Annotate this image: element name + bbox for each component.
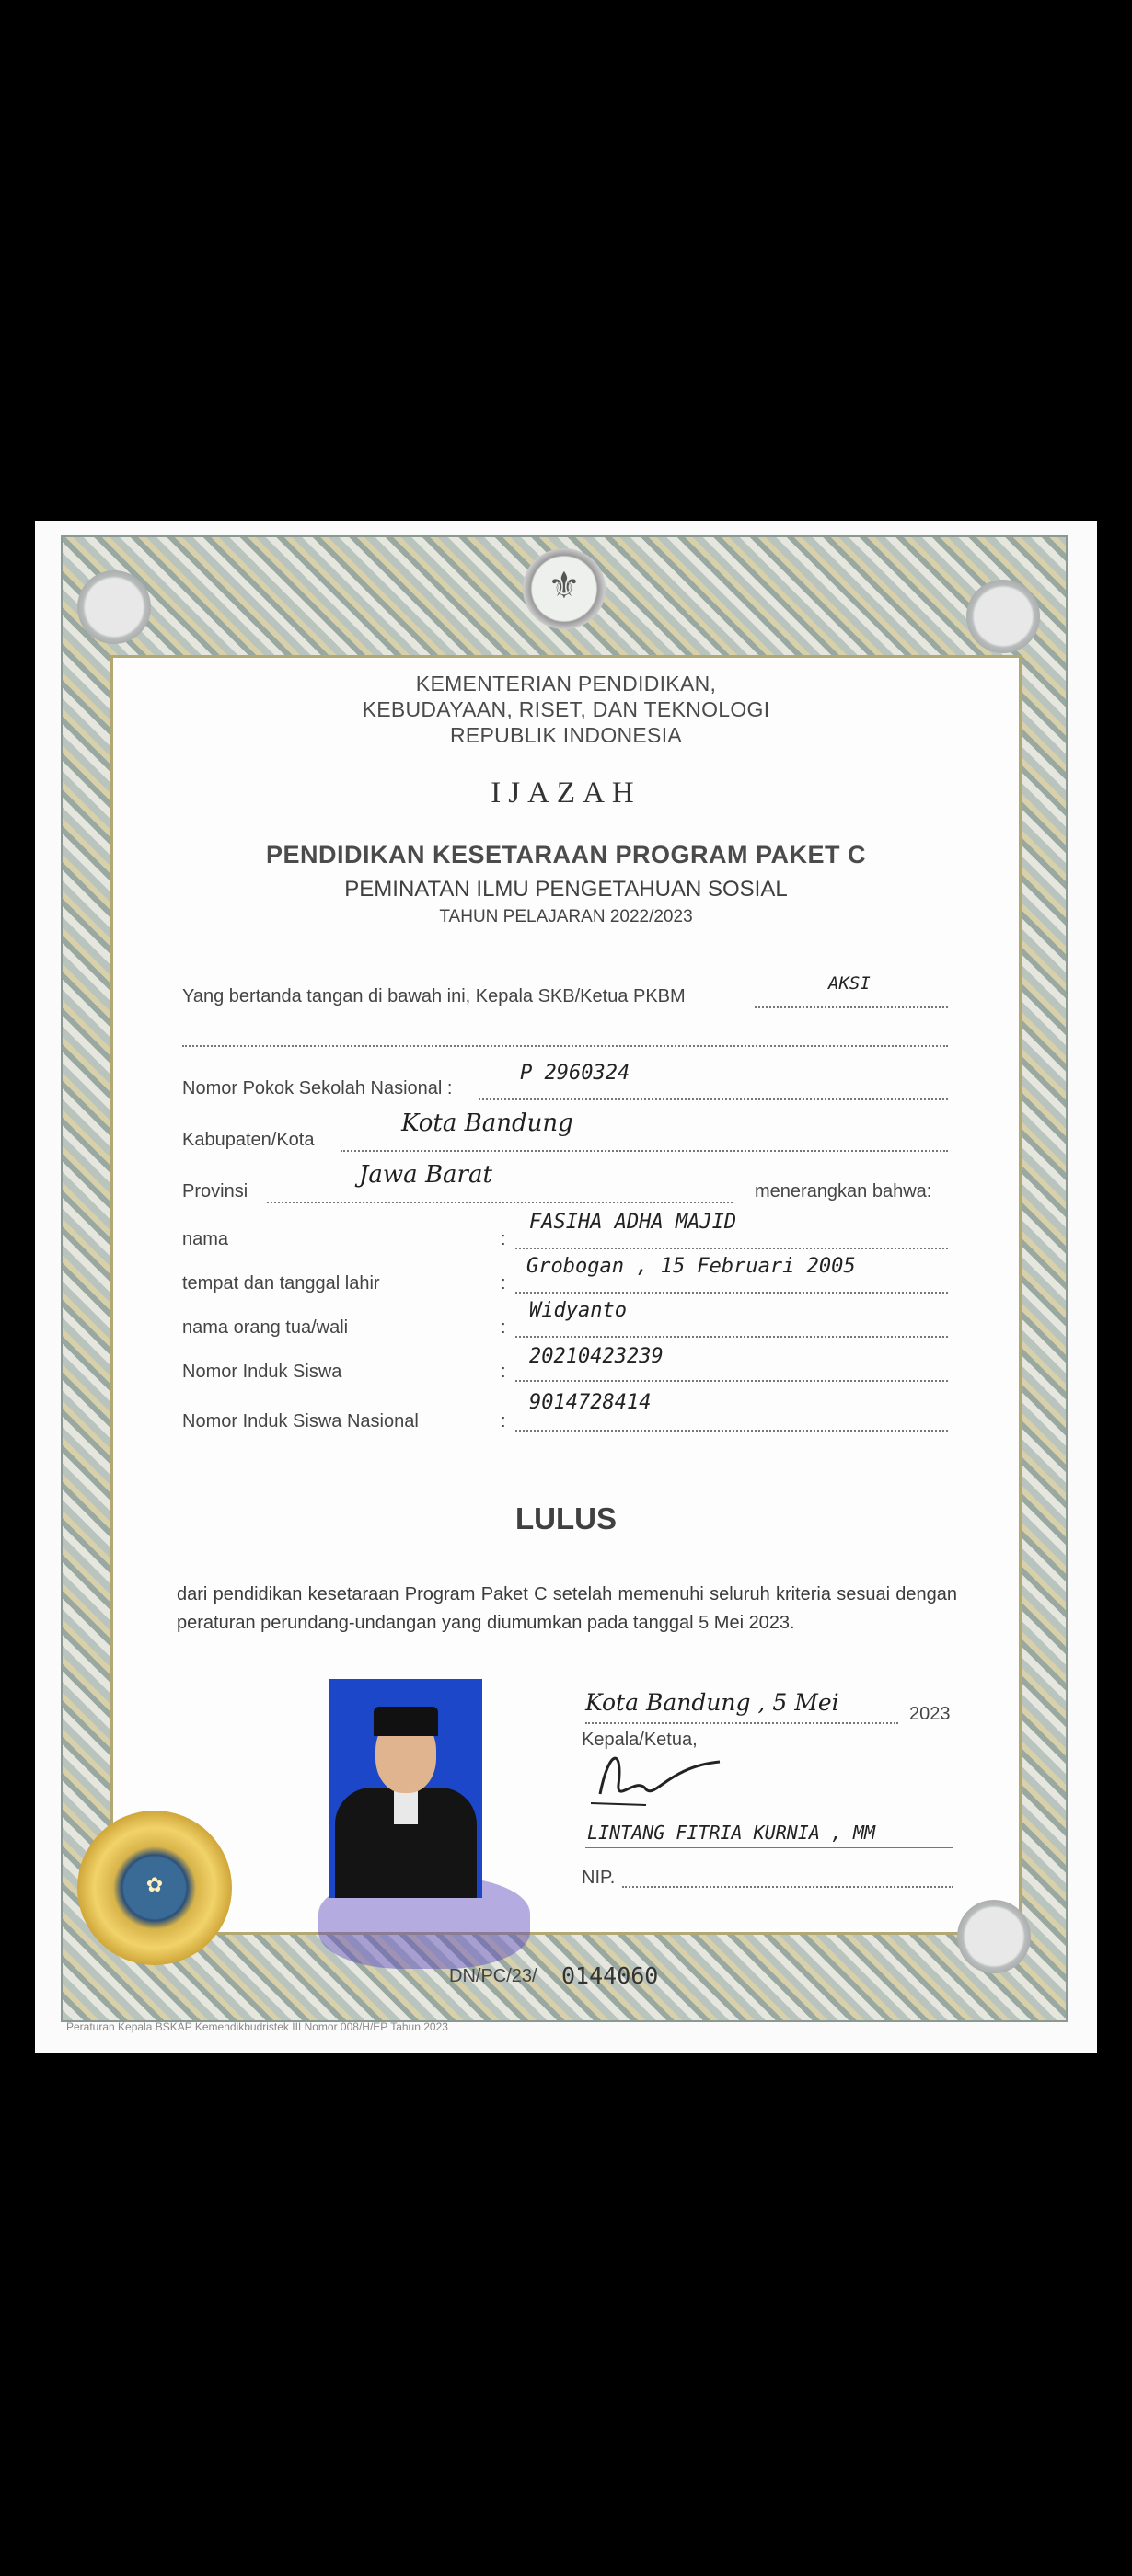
dotted-line [479, 1098, 948, 1100]
ministry-line-1: KEMENTERIAN PENDIDIKAN, [415, 672, 717, 696]
serial-prefix: DN/PC/23/ [449, 1966, 537, 1986]
signatory-underline [585, 1847, 953, 1848]
handwritten-signature [582, 1739, 738, 1812]
corner-medallion-icon [77, 570, 151, 644]
statement-paragraph: dari pendidikan kesetaraan Program Paket C setelah memenuhi seluruh kriteria sesuai dengan peraturan perundang-undangan yang diumumkan pada tanggal 5 Mei 2023. [177, 1584, 957, 1633]
corner-medallion-icon [957, 1900, 1031, 1973]
dotted-line [622, 1886, 953, 1888]
nama-label: nama [182, 1229, 229, 1249]
ttl-value: Grobogan , 15 Februari 2005 [526, 1255, 856, 1278]
dotted-line [515, 1380, 948, 1382]
nisn-value: 9014728414 [529, 1391, 652, 1414]
ministry-hologram-seal-icon: ✿ [77, 1811, 232, 1965]
provinsi-label: Provinsi [182, 1181, 248, 1202]
nisn-label: Nomor Induk Siswa Nasional [182, 1411, 419, 1432]
ortu-label: nama orang tua/wali [182, 1317, 349, 1338]
nama-value: FASIHA ADHA MAJID [529, 1211, 737, 1234]
npsn-value: P 2960324 [520, 1062, 630, 1085]
dotted-line [515, 1430, 948, 1432]
corner-medallion-icon [966, 580, 1040, 653]
regulation-footer: Peraturan Kepala BSKAP Kemendikbudristek III Nomor 008/H/EP Tahun 2023 [66, 2020, 448, 2033]
menerangkan-label: menerangkan bahwa: [755, 1181, 932, 1202]
result-lulus: LULUS [515, 1501, 617, 1535]
dotted-line [182, 1045, 948, 1047]
dotted-line [755, 1006, 948, 1008]
sign-year: 2023 [909, 1704, 951, 1724]
intro-value: AKSI [828, 973, 871, 994]
program-title: PENDIDIKAN KESETARAAN PROGRAM PAKET C [265, 841, 867, 868]
colon: : [501, 1273, 506, 1294]
npsn-label: Nomor Pokok Sekolah Nasional : [182, 1078, 453, 1098]
dotted-line [585, 1722, 898, 1724]
ministry-line-2: KEBUDAYAAN, RISET, DAN TEKNOLOGI [362, 697, 770, 721]
ttl-label: tempat dan tanggal lahir [182, 1273, 380, 1294]
student-photo [329, 1679, 482, 1898]
dotted-line [515, 1336, 948, 1338]
specialization: PEMINATAN ILMU PENGETAHUAN SOSIAL [344, 877, 788, 902]
kabupaten-value: Kota Bandung [401, 1110, 573, 1137]
kabupaten-label: Kabupaten/Kota [182, 1130, 315, 1150]
nip-label: NIP. [582, 1868, 616, 1888]
colon: : [501, 1229, 506, 1249]
signatory-name: LINTANG FITRIA KURNIA , MM [587, 1822, 876, 1844]
nis-label: Nomor Induk Siswa [182, 1362, 342, 1382]
colon: : [501, 1411, 506, 1432]
ministry-line-3: REPUBLIK INDONESIA [449, 723, 683, 747]
colon: : [501, 1317, 506, 1338]
garuda-emblem-icon: ⚜ [523, 548, 606, 629]
document-title: IJAZAH [491, 776, 641, 810]
colon: : [501, 1362, 506, 1382]
provinsi-value: Jawa Barat [359, 1161, 492, 1189]
nis-value: 20210423239 [529, 1345, 664, 1368]
intro-label: Yang bertanda tangan di bawah ini, Kepala SKB/Ketua PKBM [182, 986, 686, 1006]
dotted-line [515, 1248, 948, 1249]
academic-year: TAHUN PELAJARAN 2022/2023 [439, 907, 693, 926]
sign-place-date: Kota Bandung , 5 Mei [585, 1689, 839, 1716]
sign-role: Kepala/Ketua, [582, 1730, 698, 1750]
dotted-line [515, 1292, 948, 1294]
dotted-line [267, 1202, 733, 1203]
ortu-value: Widyanto [529, 1299, 627, 1322]
dotted-line [341, 1150, 948, 1152]
serial-number: 0144060 [561, 1962, 659, 1989]
